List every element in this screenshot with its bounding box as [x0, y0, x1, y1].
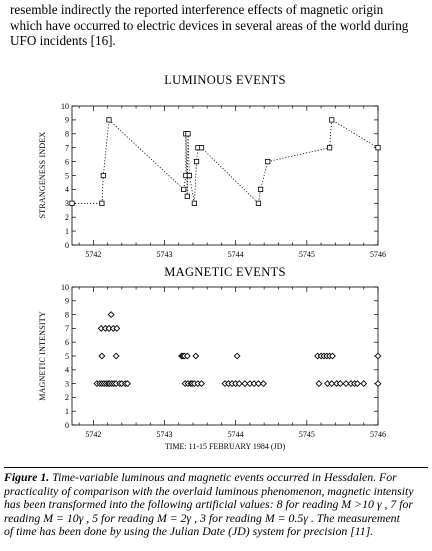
caption-line: reading M = 10γ , 5 for reading M = 2γ , 3 for reading M = 0.5γ . The measurement — [4, 510, 400, 525]
data-point — [261, 381, 267, 387]
y-tick-label: 7 — [65, 324, 69, 334]
data-point — [199, 381, 205, 387]
y-tick-label: 8 — [65, 310, 69, 320]
data-point — [187, 173, 191, 177]
figure-label: Figure 1. — [4, 470, 50, 484]
data-point — [316, 381, 322, 387]
x-tick-label: 5745 — [298, 250, 315, 259]
data-point — [114, 326, 120, 332]
y-tick-label: 0 — [65, 420, 69, 430]
data-point — [113, 353, 119, 359]
y-tick-label: 1 — [65, 226, 69, 236]
data-point — [185, 194, 189, 198]
x-tick-label: 5743 — [156, 430, 173, 439]
y-tick-label: 5 — [65, 171, 69, 181]
data-point — [376, 146, 380, 150]
y-tick-label: 6 — [65, 338, 69, 347]
data-point — [70, 201, 74, 205]
paragraph-line: which have occurred to electric devices in several areas of the world during — [10, 17, 409, 33]
luminous-events-panel — [38, 73, 386, 259]
figure-caption — [4, 467, 428, 539]
y-tick-label: 0 — [65, 240, 69, 250]
y-tick-label: 9 — [65, 296, 69, 306]
caption-line: of time has been done by using the Julian Date (JD) system for precision [11]. — [4, 524, 374, 539]
chart-title: MAGNETIC EVENTS — [164, 265, 286, 279]
y-tick-label: 6 — [65, 157, 69, 167]
data-point — [99, 353, 105, 359]
x-tick-label: 5745 — [298, 430, 315, 439]
y-tick-label: 10 — [61, 282, 69, 292]
y-tick-label: 3 — [65, 379, 69, 389]
data-point — [100, 201, 104, 205]
data-point — [186, 132, 190, 136]
y-tick-label: 4 — [65, 365, 69, 375]
caption-line: has been transformed into the following artificial values: 8 for reading M >10 γ , 7 for — [4, 497, 413, 512]
caption-line: practicality of comparison with the overlaid luminous phenomenon, magnetic intensity — [4, 483, 414, 498]
y-tick-label: 2 — [65, 213, 69, 222]
y-tick-label: 3 — [65, 199, 69, 209]
x-tick-label: 5742 — [85, 430, 102, 439]
y-tick-label: 8 — [65, 129, 69, 139]
paragraph-line: resemble indirectly the reported interference effects of magnetic origin — [10, 2, 384, 17]
data-point — [265, 159, 269, 163]
data-point — [258, 187, 262, 191]
data-point — [375, 353, 381, 359]
x-tick-label: 5746 — [370, 250, 386, 259]
data-point — [199, 146, 203, 150]
x-tick-label: 5742 — [85, 250, 102, 259]
paragraph-line: UFO incidents [16]. — [10, 33, 116, 48]
data-point — [361, 381, 367, 387]
caption-line — [4, 471, 428, 485]
y-tick-label: 10 — [61, 101, 69, 111]
data-point — [330, 118, 334, 122]
y-axis-label: STRANGENESS INDEX — [38, 131, 47, 219]
chart-title: LUMINOUS EVENTS — [164, 73, 286, 87]
data-point — [101, 173, 105, 177]
y-tick-label: 1 — [65, 407, 69, 416]
data-point — [375, 381, 381, 387]
data-point — [194, 159, 198, 163]
x-tick-label: 5743 — [156, 250, 173, 259]
data-point — [107, 118, 111, 122]
data-point — [192, 201, 196, 205]
data-point — [236, 381, 242, 387]
y-tick-label: 5 — [65, 351, 69, 361]
magnetic-events-panel — [38, 265, 386, 451]
series-line — [72, 120, 378, 203]
x-tick-label: 5744 — [227, 430, 244, 439]
y-tick-label: 2 — [65, 393, 69, 403]
x-tick-label: 5744 — [227, 250, 244, 259]
data-point — [256, 201, 260, 205]
y-tick-label: 7 — [65, 143, 69, 153]
data-point — [182, 187, 186, 191]
data-point — [337, 381, 343, 387]
y-axis-label: MAGNETIC INTENSITY — [38, 311, 47, 401]
data-point — [234, 353, 240, 359]
plot-frame — [72, 106, 378, 245]
data-point — [108, 312, 114, 318]
caption-text: Time-variable luminous and magnetic events occurred in Hessdalen. For — [49, 470, 397, 484]
x-axis-label: TIME: 11-15 FEBRUARY 1984 (JD) — [164, 442, 286, 451]
x-tick-label: 5746 — [370, 430, 386, 439]
y-tick-label: 9 — [65, 115, 69, 125]
data-point — [193, 353, 199, 359]
data-point — [327, 146, 331, 150]
y-tick-label: 4 — [65, 185, 69, 195]
